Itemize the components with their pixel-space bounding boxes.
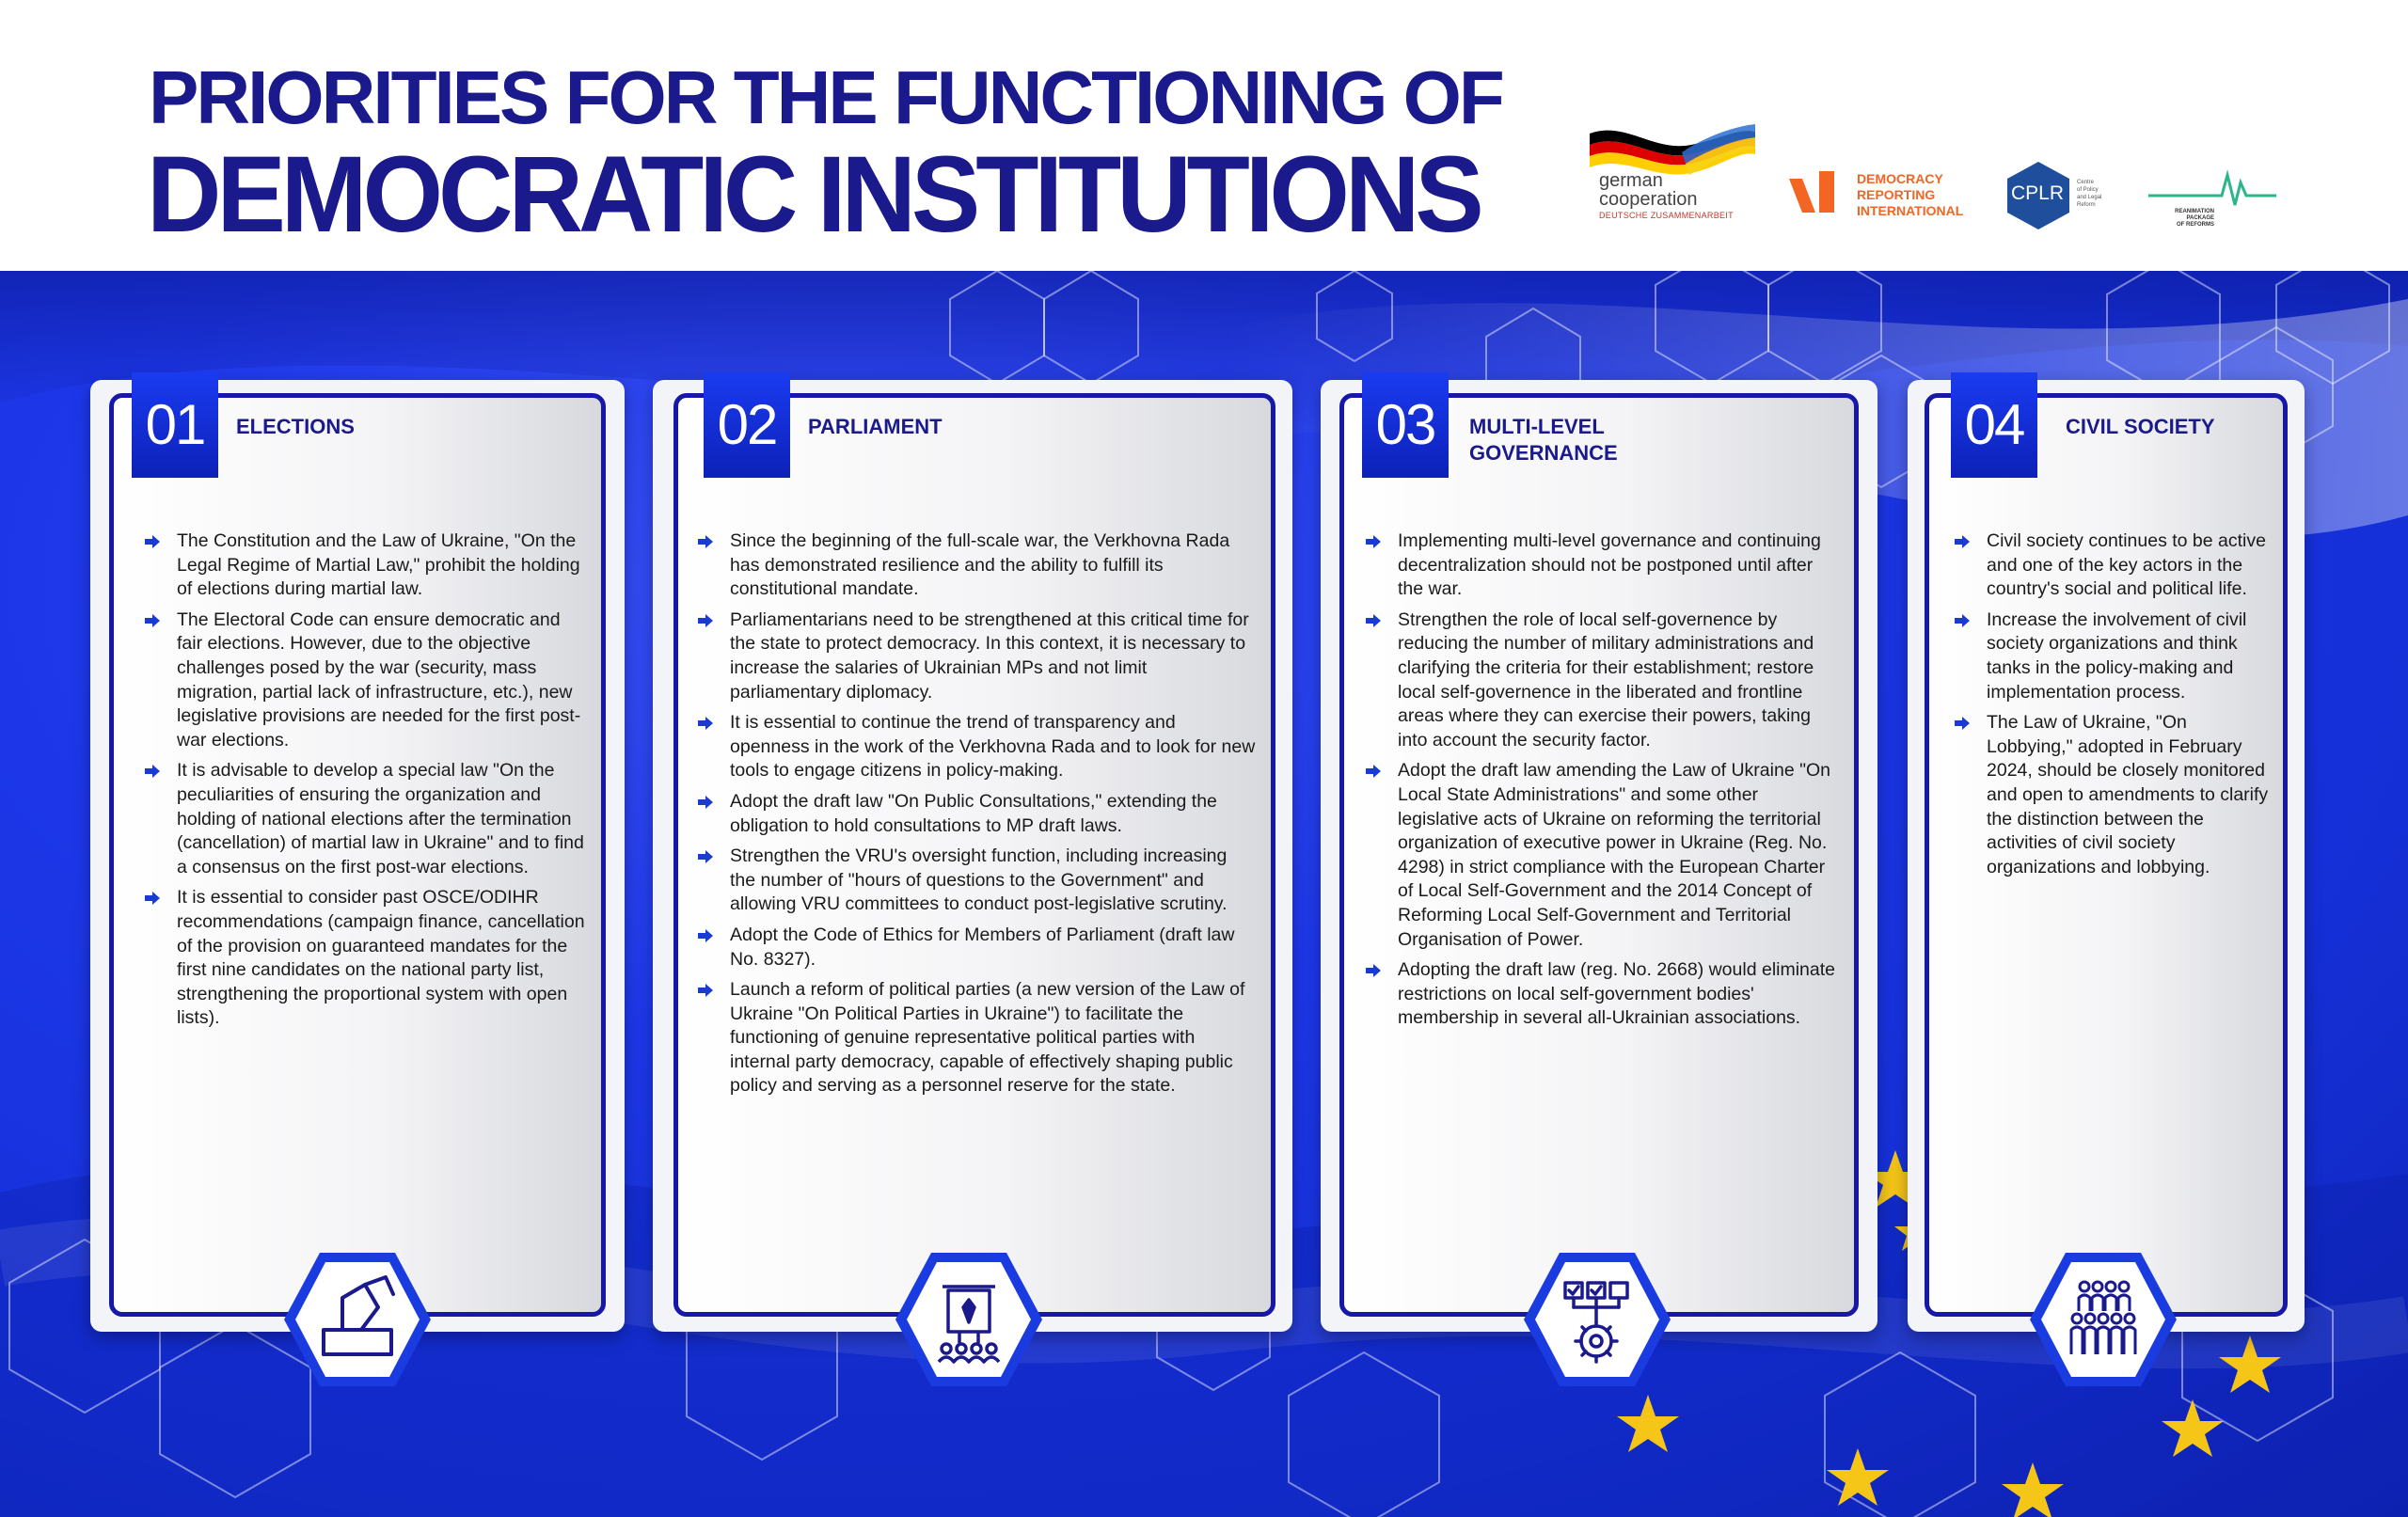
card-title: MULTI-LEVEL GOVERNANCE xyxy=(1469,415,1618,465)
arrow-right-icon xyxy=(698,850,713,863)
card-number-badge: 01 xyxy=(132,372,218,478)
header xyxy=(0,0,2408,271)
arrow-right-icon xyxy=(698,614,713,627)
bullet-list xyxy=(694,529,1257,1105)
list-item: Increase the involvement of civil society organizations and think tanks in the policy-making and implementation process. xyxy=(1951,608,2271,704)
bullet-list xyxy=(1951,529,2271,886)
card-title: CIVIL SOCIETY xyxy=(2066,415,2215,438)
list-item: Adopt the draft law "On Public Consultations," extending the obligation to hold consultations to MP draft laws. xyxy=(694,790,1257,838)
page-title-line-1: PRIORITIES FOR THE FUNCTIONING OF xyxy=(149,55,1502,139)
gc-word-german: german xyxy=(1599,170,1663,191)
list-item: Launch a reform of political parties (a new version of the Law of Ukraine "On Political Parties in Ukraine") to facilitate the functioning of genuine representative political parties with internal party democracy, capable of effectively shaping public policy and serving as a personnel reserve for the state. xyxy=(694,978,1257,1098)
arrow-right-icon xyxy=(1366,535,1381,548)
list-item: Parliamentarians need to be strengthened at this critical time for the state to protect democracy. In this context, it is necessary to increase the salaries of Ukrainian MPs and not limit parliamentary diplomacy. xyxy=(694,608,1257,704)
card-title: ELECTIONS xyxy=(236,415,355,438)
list-item: Implementing multi-level governance and continuing decentralization should not be postponed until after the war. xyxy=(1362,529,1840,602)
arrow-right-icon xyxy=(1366,964,1381,977)
list-item: The Law of Ukraine, "On Lobbying," adopted in February 2024, should be closely monitored and open to amendments to clarify the distinction between the activities of civil society organizations and lobbying. xyxy=(1951,711,2271,879)
bullet-list xyxy=(141,529,585,1037)
arrow-right-icon xyxy=(698,984,713,997)
list-item: Strengthen the role of local self-governence by reducing the number of military administrations and clarifying the criteria for their establishment; restore local self-governence in the liberated and frontline areas where they can exercise their powers, taking into account the security factor. xyxy=(1362,608,1840,753)
list-item: Strengthen the VRU's oversight function, including increasing the number of "hours of questions to the Government" and allowing VRU committees to conduct post-legislative scrutiny. xyxy=(694,845,1257,917)
arrow-right-icon xyxy=(1955,614,1970,627)
list-item: The Constitution and the Law of Ukraine, "On the Legal Regime of Martial Law," prohibit the holding of elections during martial law. xyxy=(141,529,585,602)
cplr-abbr: CPLR xyxy=(2011,182,2065,204)
card-number-badge: 04 xyxy=(1951,372,2037,478)
gc-word-cooperation: cooperation xyxy=(1599,189,1698,210)
arrow-right-icon xyxy=(145,765,160,778)
list-item: Adopt the Code of Ethics for Members of Parliament (draft law No. 8327). xyxy=(694,924,1257,972)
list-item: Adopt the draft law amending the Law of Ukraine "On Local State Administrations" and some other legislative acts of Ukraine on reforming the territorial organization of executive power in Ukraine (Reg. No. 4298) in strict compliance with the European Charter of Local Self-Government and the 2014 Concept of Reforming Local Self-Government and Territorial Organisation of Power. xyxy=(1362,759,1840,952)
card-title: PARLIAMENT xyxy=(808,415,943,438)
cplr-full-name: Centre of Policy and Legal Reform xyxy=(2077,180,2102,208)
arrow-right-icon xyxy=(698,717,713,730)
list-item: Since the beginning of the full-scale war, the Verkhovna Rada has demonstrated resilience and the ability to fulfill its constitutional mandate. xyxy=(694,529,1257,602)
card-number-badge: 03 xyxy=(1362,372,1449,478)
arrow-right-icon xyxy=(1955,535,1970,548)
german-cooperation-logo xyxy=(1588,124,1757,228)
arrow-right-icon xyxy=(145,892,160,905)
page-title-line-2: DEMOCRATIC INSTITUTIONS xyxy=(147,134,1480,256)
list-item: It is advisable to develop a special law "On the peculiarities of ensuring the organization and holding of national elections after the termination (cancellation) of martial law in Ukraine" and to find a consensus on the first post-war elections. xyxy=(141,759,585,879)
dri-text: DEMOCRACY REPORTING INTERNATIONAL xyxy=(1857,171,1964,218)
dri-logo xyxy=(1785,169,1973,226)
governance-checklist-gear-icon xyxy=(1522,1249,1672,1390)
list-item: Adopting the draft law (reg. No. 2668) would eliminate restrictions on local self-government bodies' membership in several all-Ukrainian associations. xyxy=(1362,958,1840,1031)
list-item: The Electoral Code can ensure democratic and fair elections. However, due to the objective challenges posed by the war (security, mass migration, partial lack of infrastructure, etc.), new legislative provisions are needed for the first post-war elections. xyxy=(141,608,585,753)
heartbeat-icon xyxy=(2148,167,2276,209)
list-item: It is essential to consider past OSCE/ODIHR recommendations (campaign finance, cancellation of the provision on guaranteed mandates for the first nine candidates on the national party list, strengthening the proportional system with open lists). xyxy=(141,886,585,1031)
arrow-right-icon xyxy=(1366,614,1381,627)
arrow-right-icon xyxy=(145,535,160,548)
parliament-podium-icon xyxy=(894,1249,1044,1390)
rpr-text: REANIMATION PACKAGE OF REFORMS xyxy=(2175,209,2214,228)
arrow-right-icon xyxy=(145,614,160,627)
list-item: Civil society continues to be active and one of the key actors in the country's social and political life. xyxy=(1951,529,2271,602)
bullet-list xyxy=(1362,529,1840,1037)
people-group-icon xyxy=(2028,1249,2178,1390)
arrow-right-icon xyxy=(698,929,713,942)
arrow-right-icon xyxy=(1955,717,1970,730)
gc-subtitle: DEUTSCHE ZUSAMMENARBEIT xyxy=(1599,211,1734,220)
dri-mark-icon xyxy=(1785,169,1847,220)
rpr-logo xyxy=(2148,167,2276,226)
ballot-box-icon xyxy=(282,1249,433,1390)
arrow-right-icon xyxy=(698,535,713,548)
list-item: It is essential to continue the trend of transparency and openness in the work of the Verkhovna Rada and to look for new tools to engage citizens in policy-making. xyxy=(694,711,1257,783)
cplr-logo xyxy=(2005,160,2109,231)
arrow-right-icon xyxy=(1366,765,1381,778)
arrow-right-icon xyxy=(698,796,713,809)
card-number-badge: 02 xyxy=(704,372,790,478)
